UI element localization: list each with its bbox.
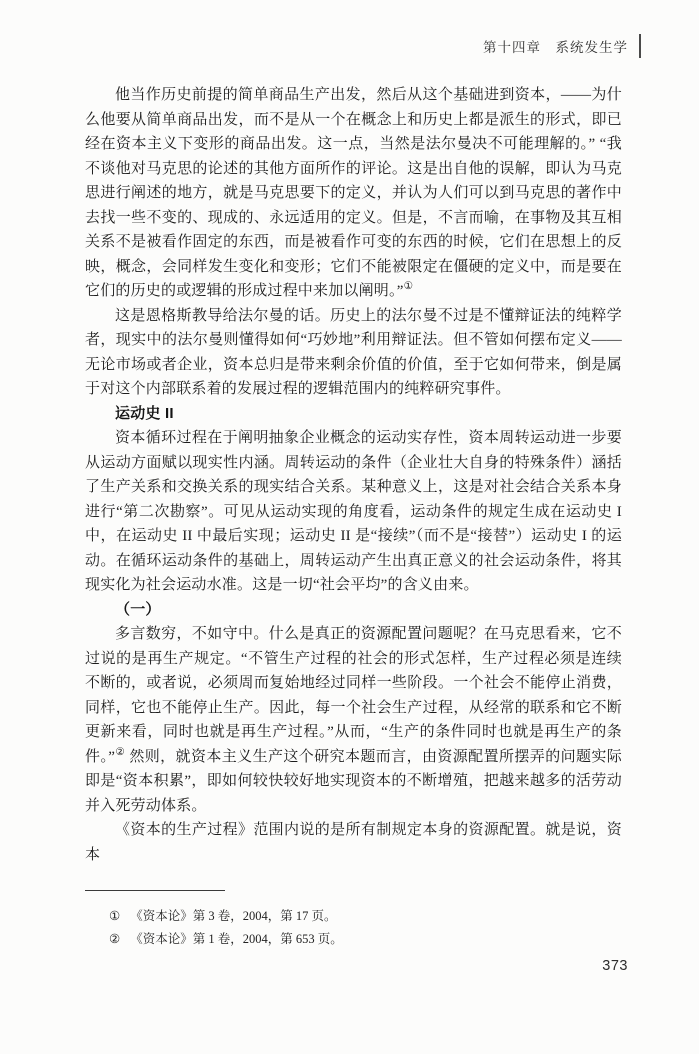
paragraph-4 bbox=[85, 622, 622, 818]
paragraph-4-text-b: 然则，就资本主义生产这个研究本题而言，由资源配置所摆弄的问题实际即是“资本积累”，即如何较快较好地实现资本的不断增殖，把越来越多的活劳动并入死劳动体系。 bbox=[85, 748, 623, 814]
footnote-2-text: 《资本论》第 1 卷，2004，第 653 页。 bbox=[130, 932, 343, 946]
paragraph-4-text-a: 多言数穷，不如守中。什么是真正的资源配置问题呢？在马克思看来，它不过说的是再生产规定。“不管生产过程的社会的形式怎样，生产过程必须是连续不断的，或者说，必须周而复始地经过同样一些阶段。一个社会不能停止消费，同样，它也不能停止生产。因此，每一个社会生产过程，从经常的联系和它不断更新来看，同时也就是再生产过程。”从而，“生产的条件同时也就是再生产的条件。” bbox=[85, 626, 622, 765]
footnote-ref-1: ① bbox=[403, 281, 414, 292]
header-rule bbox=[639, 34, 641, 58]
paragraph-1 bbox=[85, 83, 622, 304]
paragraph-3 bbox=[85, 426, 622, 598]
footnote-1-marker: ① bbox=[109, 909, 121, 923]
paragraph-2 bbox=[85, 304, 622, 402]
page-number: 373 bbox=[602, 958, 628, 974]
section-heading: 运动史 II bbox=[115, 404, 174, 422]
chapter-title: 第十四章 系统发生学 bbox=[483, 40, 628, 55]
paragraph-1-text: 他当作历史前提的简单商品生产出发，然后从这个基础进到资本，——为什么他要从简单商品出发，而不是从一个在概念上和历史上都是派生的形式，即已经在资本主义下变形的商品出发。这一点，当然是法尔曼决不可能理解的。” “我不谈他对马克思的论述的其他方面所作的评论。这是出自他的误解，即认为马克思进行阐述的地方，就是马克思要下的定义，并认为人们可以到马克思的著作中去找一些不变的、现成的、永远适用的定义。但是，不言而喻，在事物及其互相关系不是被看作固定的东西，而是被看作可变的东西的时候，它们在思想上的反映，概念，会同样发生变化和变形；它们不能被限定在僵硬的定义中，而是要在它们的历史的或逻辑的形成过程中来加以阐明。” bbox=[85, 87, 622, 299]
paragraph-5-text: 《资本的生产过程》范围内说的是所有制规定本身的资源配置。就是说，资本 bbox=[85, 822, 622, 863]
sub-heading: （一） bbox=[115, 601, 161, 618]
footnote-1-text: 《资本论》第 3 卷，2004，第 17 页。 bbox=[130, 909, 337, 923]
footnote-2 bbox=[85, 928, 622, 951]
paragraph-5 bbox=[85, 818, 622, 867]
paragraph-2-text: 这是恩格斯教导给法尔曼的话。历史上的法尔曼不过是不懂辩证法的纯粹学者，现实中的法尔曼则懂得如何“巧妙地”利用辩证法。但不管如何摆布定义——无论市场或者企业，资本总归是带来剩余价值的价值，至于它如何带来，倒是属于对这个内部联系着的发展过程的逻辑范围内的纯粹研究事件。 bbox=[85, 307, 622, 397]
footnote-2-marker: ② bbox=[109, 932, 121, 946]
body-text bbox=[85, 83, 622, 867]
footnote-block bbox=[85, 890, 622, 951]
footnote-separator bbox=[85, 890, 225, 891]
footnote-1 bbox=[85, 905, 622, 928]
paragraph-3-text: 资本循环过程在于阐明抽象企业概念的运动实存性，资本周转运动进一步要从运动方面赋以现实性内涵。周转运动的条件（企业壮大自身的特殊条件）涵括了生产关系和交换关系的现实结合关系。某种意义上，这是对社会结合关系本身进行“第二次勘察”。可见从运动实现的角度看，运动条件的规定生成在运动史 I 中，在运动史 II 中最后实现；运动史 II 是“接续”（而不是“接替”）运动史 I 的运动。在循环运动条件的基础上，周转运动产生出真正意义的社会运动条件，将其现实化为社会运动水准。这是一切“社会平均”的含义由来。 bbox=[85, 430, 622, 593]
footnote-ref-2: ② bbox=[115, 746, 126, 758]
running-head bbox=[483, 34, 641, 58]
